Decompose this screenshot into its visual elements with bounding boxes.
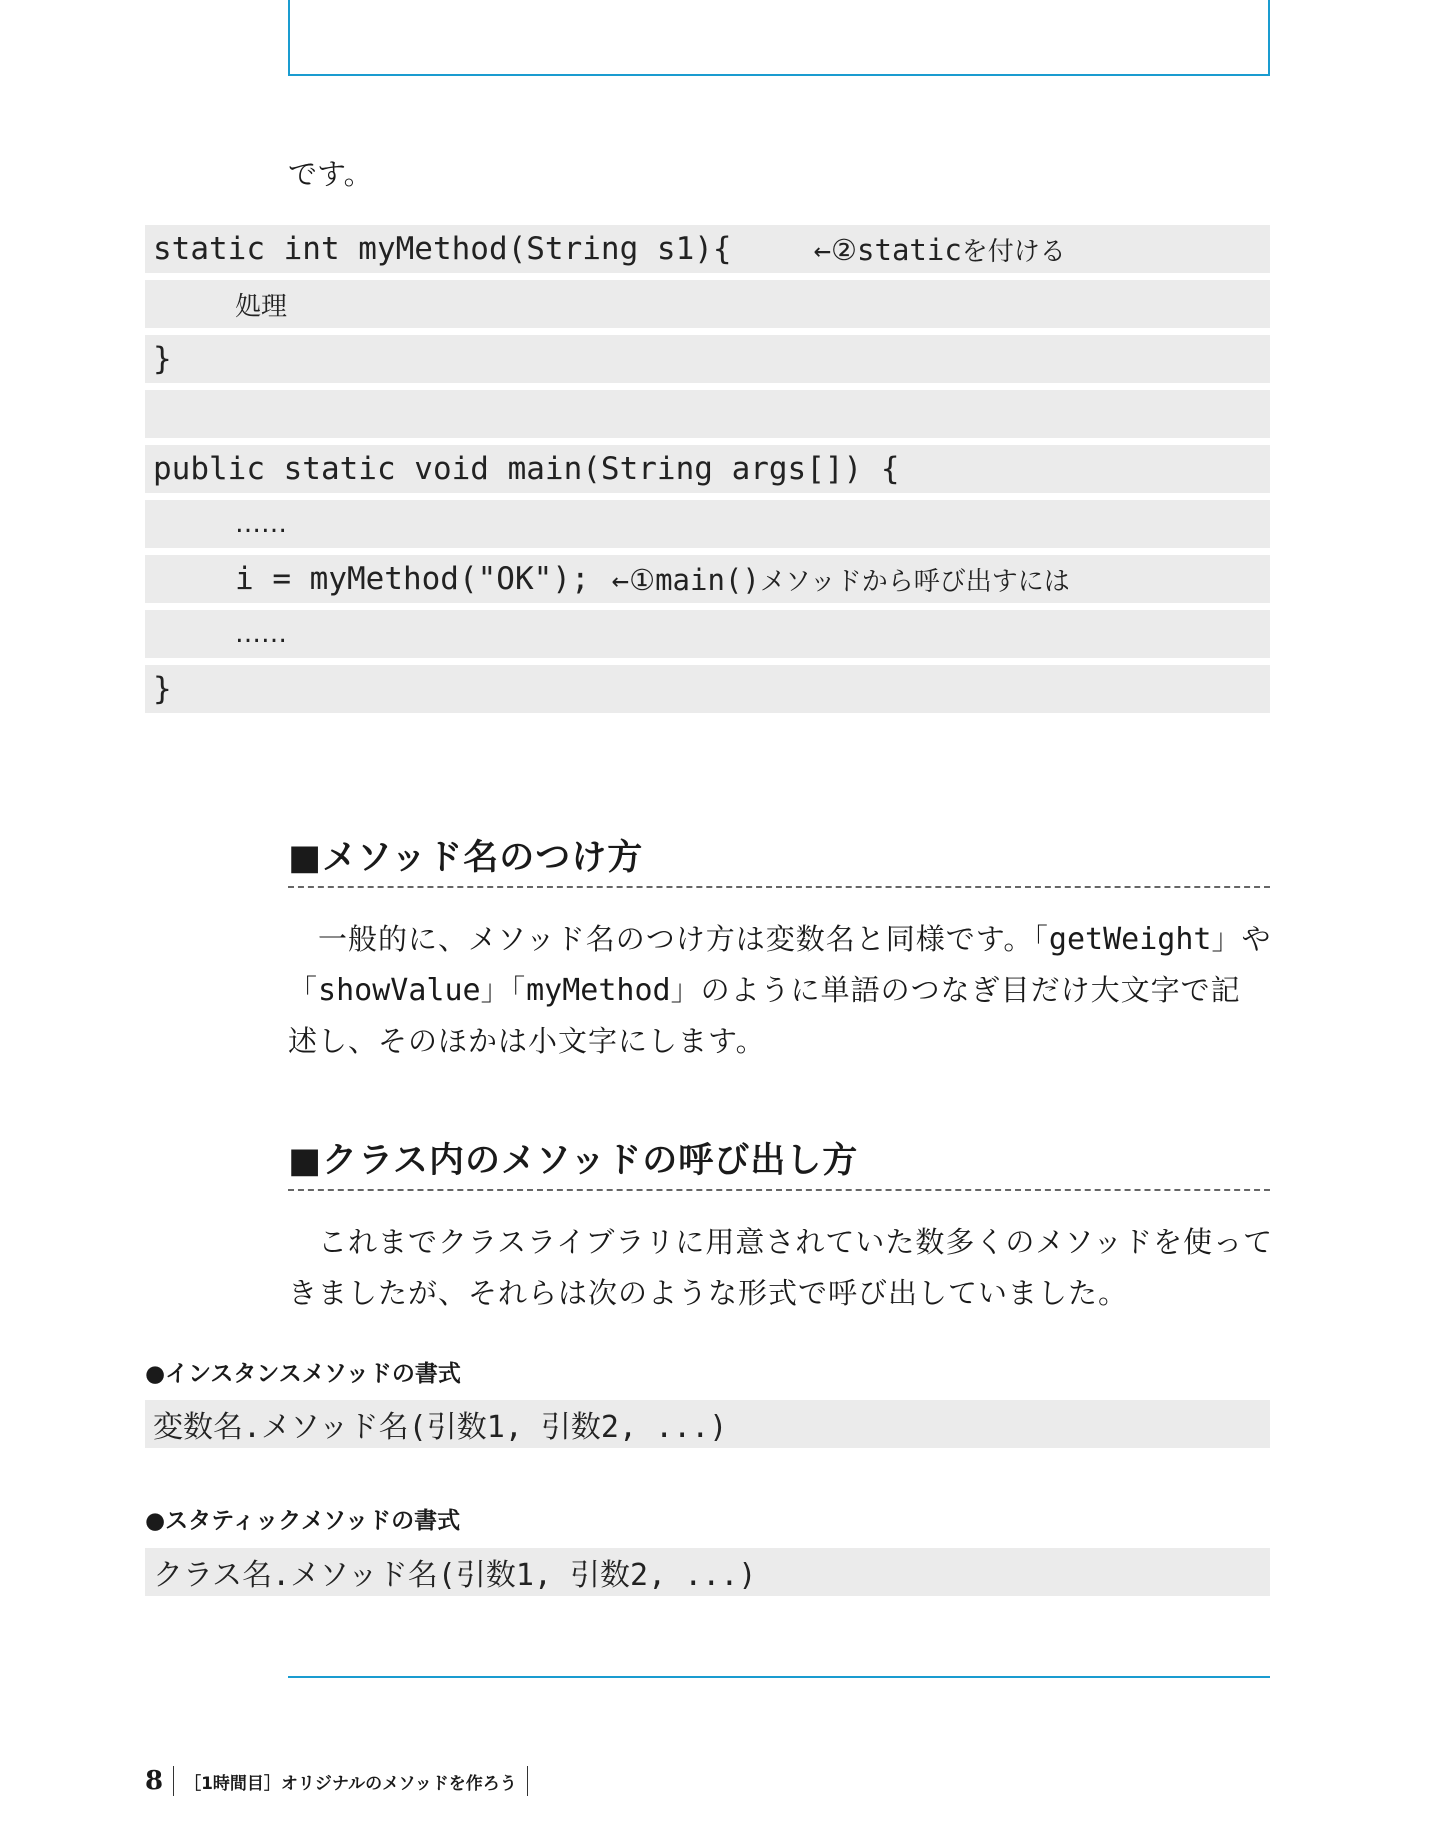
intro-text: です。	[288, 157, 373, 191]
code-showvalue: showValue	[318, 973, 481, 1008]
instance-method-format-label: ●インスタンスメソッドの書式	[145, 1361, 461, 1387]
paragraph-line: 「showValue」「myMethod」のように単語のつなぎ目だけ大文字で記	[288, 973, 1241, 1008]
annotation-2-text: を付ける	[961, 236, 1066, 267]
method-naming-paragraph	[288, 914, 1278, 1067]
code-line-5	[145, 445, 1270, 493]
page-number: 8	[145, 1766, 164, 1796]
code-line-1-code: static int myMethod(String s1){	[153, 231, 732, 267]
annotation-1-text: メソッドから呼び出すには	[759, 566, 1070, 597]
section-heading-calling-methods: ■クラス内のメソッドの呼び出し方	[288, 1133, 1270, 1191]
calling-methods-paragraph	[288, 1217, 1278, 1319]
annotation-1-arrow: ←①main()	[611, 562, 760, 597]
page-footer	[145, 1766, 538, 1796]
section-heading-method-naming: ■メソッド名のつけ方	[288, 830, 1270, 888]
paragraph-line: きましたが、それらは次のような形式で呼び出していました。	[288, 1276, 1129, 1310]
code-line-2-text: 処理	[235, 291, 288, 322]
code-annotation-1	[612, 561, 1070, 598]
static-method-format-label: ●スタティックメソッドの書式	[145, 1508, 461, 1534]
footer-divider	[527, 1766, 528, 1796]
code-line-6-text: ……	[235, 509, 287, 539]
code-line-3	[145, 335, 1270, 383]
footer-divider	[173, 1766, 174, 1796]
chapter-title: ［1時間目］オリジナルのメソッドを作ろう	[184, 1773, 517, 1794]
paragraph-line: これまでクラスライブラリに用意されていた数多くのメソッドを使って	[318, 1225, 1274, 1259]
code-line-9-text: }	[153, 671, 172, 707]
code-line-5-text: public static void main(String args[]) {	[153, 451, 900, 487]
code-mymethod: myMethod	[526, 973, 671, 1008]
paragraph-line: 一般的に、メソッド名のつけ方は変数名と同様です。「getWeight」や	[318, 922, 1272, 957]
code-line-4	[145, 390, 1270, 438]
code-line-7-code: i = myMethod("OK");	[235, 561, 590, 597]
code-line-8	[145, 610, 1270, 658]
annotation-2-arrow: ←②static	[813, 232, 962, 267]
code-example	[145, 225, 1270, 720]
code-line-9	[145, 665, 1270, 713]
code-annotation-2	[814, 231, 1066, 268]
top-frame-box	[288, 0, 1270, 76]
paragraph-line: 述し、そのほかは小文字にします。	[288, 1024, 766, 1058]
bottom-rule	[288, 1676, 1270, 1678]
code-line-1	[145, 225, 1270, 273]
code-line-7	[145, 555, 1270, 603]
code-line-3-text: }	[153, 341, 172, 377]
code-line-2	[145, 280, 1270, 328]
code-getweight: getWeight	[1048, 922, 1212, 957]
code-line-8-text: ……	[235, 619, 287, 649]
instance-method-format-code: 変数名.メソッド名(引数1, 引数2, ...)	[145, 1400, 1270, 1448]
code-line-6	[145, 500, 1270, 548]
static-method-format-code: クラス名.メソッド名(引数1, 引数2, ...)	[145, 1548, 1270, 1596]
